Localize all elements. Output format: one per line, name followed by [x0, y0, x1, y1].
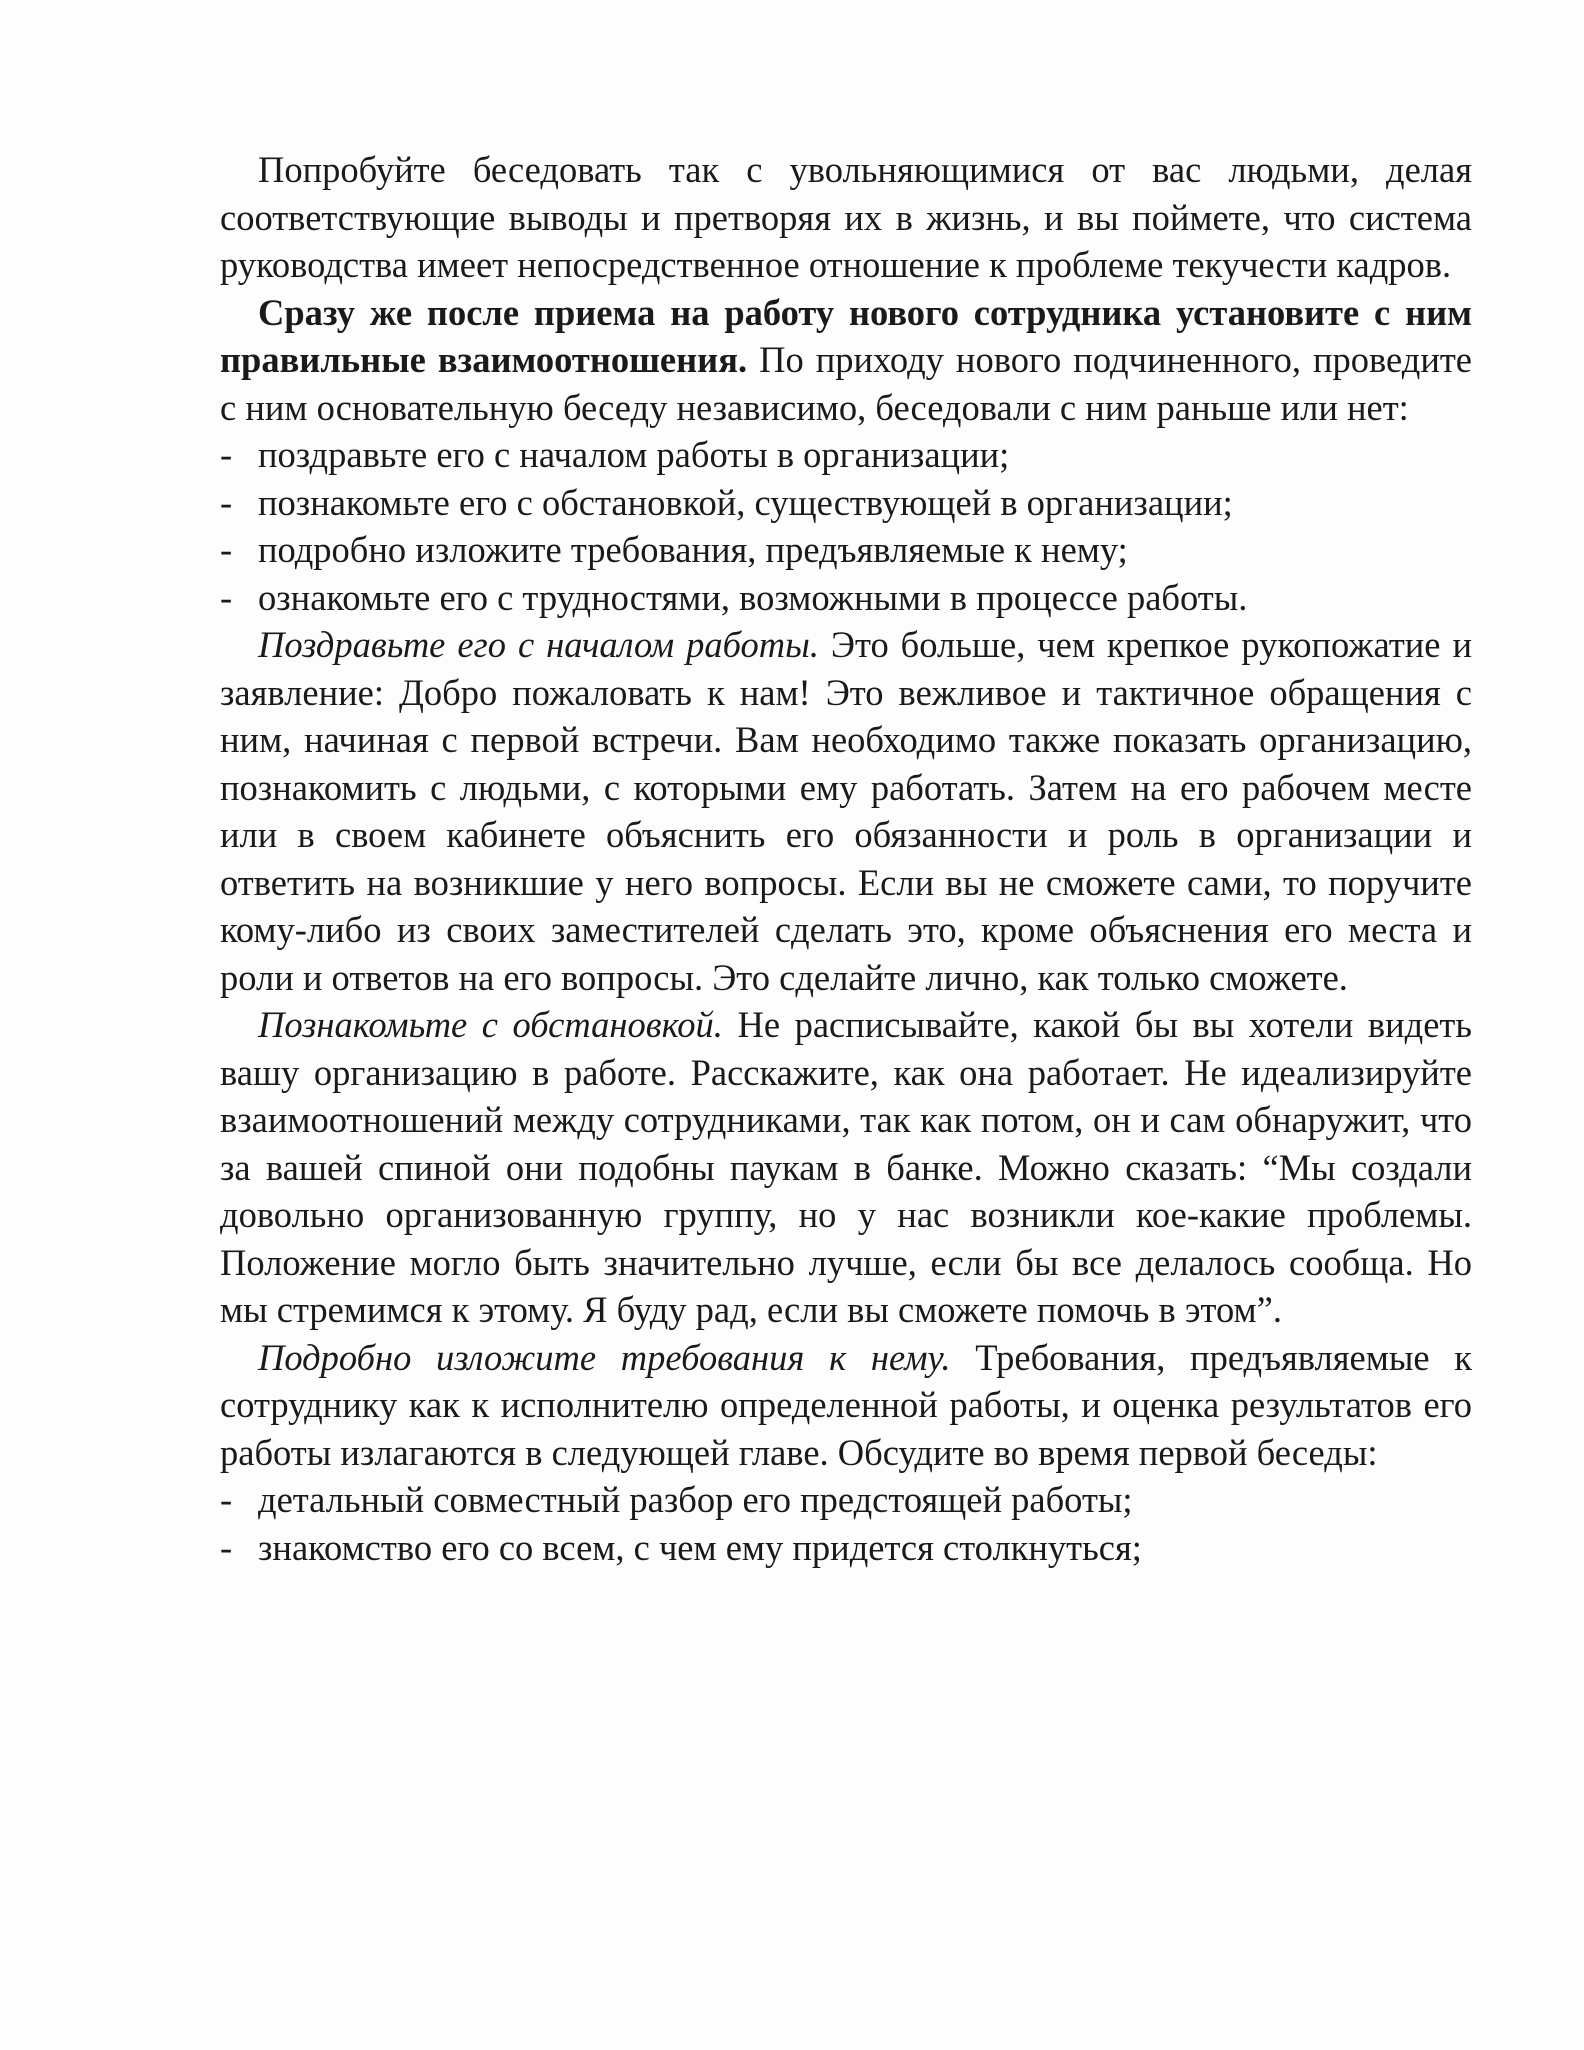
second-bullet-list: [220, 1476, 1472, 1571]
list-item-text: познакомьте его с обстановкой, существующей в организации;: [258, 481, 1233, 523]
paragraph-1-text: Попробуйте беседовать так с увольняющимися от вас людьми, делая соответствующие выводы и претворяя их в жизнь, и вы поймете, что система руководства имеет непосредственное отношение к проблеме текучести кадров.: [220, 149, 1472, 285]
dash-marker: -: [220, 434, 233, 475]
paragraph-3-text: Это больше, чем крепкое рукопожатие и заявление: Добро пожаловать к нам! Это вежливое и тактичное обращения с ним, начиная с первой встречи. Вам необходимо также показать организацию, познакомить с людьми, с которыми ему работать. Затем на его рабочем месте или в своем кабинете объяснить его обязанности и роль в организации и ответить на возникшие у него вопросы. Если вы не сможете сами, то поручите кому-либо из своих заместителей сделать это, кроме объяснения его места и роли и ответов на его вопросы. Это сделайте лично, как только сможете.: [220, 624, 1472, 998]
list-item-text: поздравьте его с началом работы в организации;: [258, 434, 1010, 475]
paragraph-2: [220, 289, 1472, 432]
paragraph-5: [220, 1334, 1472, 1477]
paragraph-2-bold-lead: Сразу же после приема на работу нового сотрудника установите с ним правильные взаимоотношения.: [220, 291, 1472, 380]
list-item-text: детальный совместный разбор его предстоящей работы;: [258, 1479, 1133, 1520]
text-column: [220, 146, 1472, 1571]
dash-marker: -: [220, 1479, 233, 1520]
paragraph-5-text: Требования, предъявляемые к сотруднику как к исполнителю определенной работы, и оценка результатов его работы излагаются в следующей главе. Обсудите во время первой беседы:: [220, 1336, 1472, 1473]
paragraph-3: [220, 621, 1472, 1001]
list-item: [220, 431, 1472, 479]
paragraph-4: [220, 1001, 1472, 1334]
dash-marker: -: [220, 481, 233, 523]
first-bullet-list: [220, 431, 1472, 621]
dash-marker: -: [220, 529, 233, 570]
list-item: [220, 574, 1472, 622]
list-item: [220, 1524, 1472, 1572]
paragraph-4-italic-lead: Познакомьте с обстановкой.: [258, 1004, 723, 1045]
list-item: [220, 526, 1472, 574]
paragraph-1: [220, 146, 1472, 289]
list-item: [220, 479, 1472, 527]
dash-marker: -: [220, 1526, 233, 1568]
list-item-text: знакомство его со всем, с чем ему придется столкнуться;: [258, 1526, 1142, 1568]
list-item-text: ознакомьте его с трудностями, возможными в процессе работы.: [258, 576, 1248, 618]
paragraph-3-italic-lead: Поздравьте его с началом работы.: [258, 624, 819, 665]
paragraph-5-italic-lead: Подробно изложите требования к нему.: [258, 1336, 951, 1378]
paragraph-4-text: Не расписывайте, какой бы вы хотели видеть вашу организацию в работе. Расскажите, как она работает. Не идеализируйте взаимоотношений между сотрудниками, так как потом, он и сам обнаружит, что за вашей спиной они подобны паукам в банке. Можно сказать: “Мы создали довольно организованную группу, но у нас возникли кое-какие проблемы. Положение могло быть значительно лучше, если бы все делалось сообща. Но мы стремимся к этому. Я буду рад, если вы сможете помочь в этом”.: [220, 1004, 1472, 1330]
paragraph-2-text: По приходу нового подчиненного, проведите с ним основательную беседу независимо, беседовали с ним раньше или нет:: [220, 339, 1473, 428]
list-item: [220, 1476, 1472, 1524]
list-item-text: подробно изложите требования, предъявляемые к нему;: [258, 529, 1128, 570]
dash-marker: -: [220, 576, 233, 618]
